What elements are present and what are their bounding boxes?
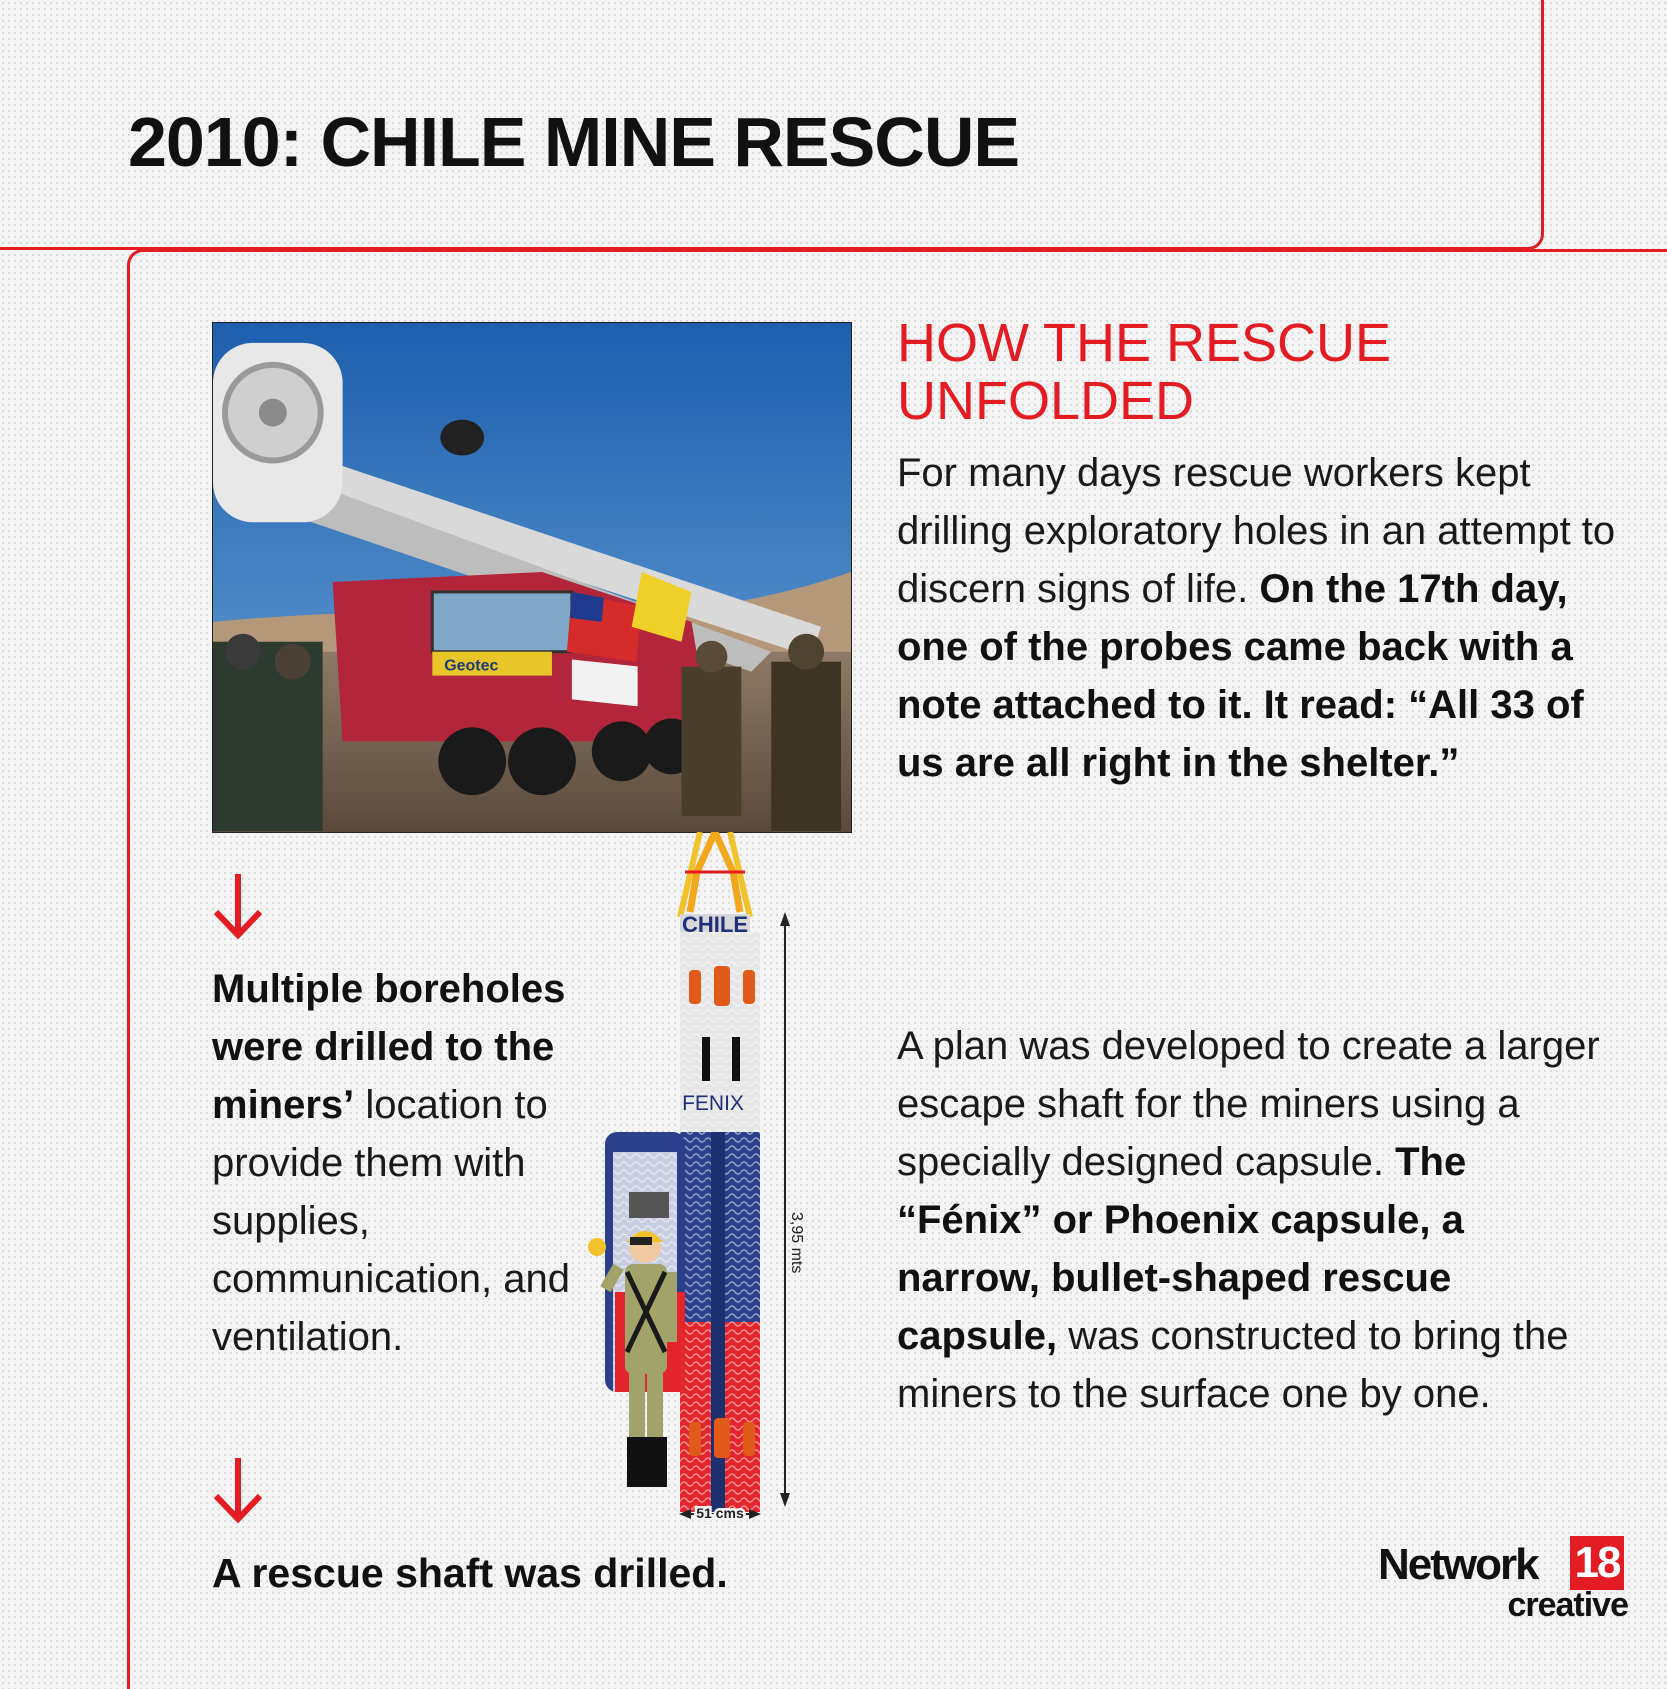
- rescue-story-paragraph: [897, 444, 1617, 792]
- capsule-label-fenix: FENIX: [682, 1092, 744, 1115]
- truck-brand-label: Geotec: [444, 657, 499, 675]
- rescue-drill-truck-photo: [212, 322, 852, 833]
- network18-creative-logo: [1378, 1532, 1628, 1628]
- paragraph-text: was constructed to bring the miners to the surface one by one.: [897, 1314, 1569, 1416]
- capsule-plan-paragraph: [897, 1017, 1617, 1423]
- paragraph-text: A plan was developed to create a larger escape shaft for the miners using a specially designed capsule.: [897, 1024, 1600, 1184]
- rescue-shaft-caption: A rescue shaft was drilled.: [212, 1550, 728, 1596]
- page-title: 2010: CHILE MINE RESCUE: [128, 103, 1020, 181]
- miner-figure: [588, 1231, 677, 1487]
- capsule-label-chile: CHILE: [682, 912, 748, 937]
- down-arrow-icon: [212, 1456, 264, 1524]
- paragraph-text: location to provide them with supplies, communication, and ventilation.: [212, 1083, 570, 1359]
- logo-word: Network: [1378, 1540, 1538, 1589]
- capsule-height-label: 3,95 mts: [788, 1212, 805, 1274]
- fenix-capsule-illustration: [585, 832, 845, 1522]
- logo-subtitle: creative: [1507, 1586, 1628, 1624]
- boreholes-paragraph: [212, 960, 602, 1366]
- paragraph-highlight: The “Fénix” or Phoenix capsule, a narrow, bullet-shaped rescue capsule,: [897, 1140, 1467, 1358]
- capsule-width-label: 51 cms: [696, 1505, 744, 1521]
- paragraph-highlight: Multiple boreholes were drilled to the miners’: [212, 967, 566, 1127]
- paragraph-highlight: On the 17th day, one of the probes came back with a note attached to it. It read: “All 33 of us are all right in the shelter.”: [897, 567, 1584, 785]
- section-subheading: HOW THE RESCUE UNFOLDED: [897, 313, 1392, 431]
- logo-number-badge: 18: [1570, 1536, 1624, 1590]
- down-arrow-icon: [212, 872, 264, 940]
- paragraph-text: For many days rescue workers kept drilling exploratory holes in an attempt to discern signs of life.: [897, 451, 1616, 611]
